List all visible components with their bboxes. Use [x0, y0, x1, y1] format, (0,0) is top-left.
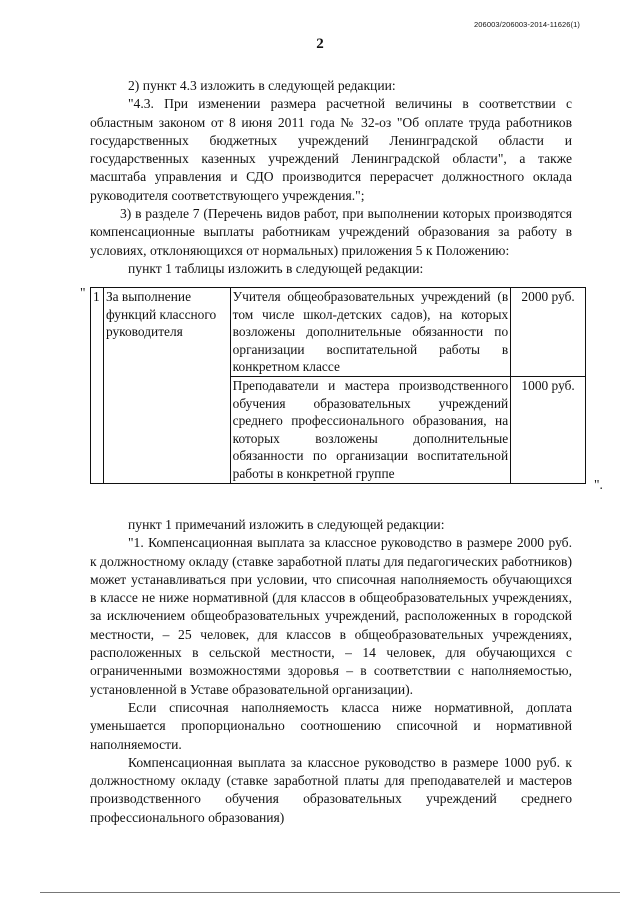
section-top: [90, 77, 572, 278]
cell-amount: 2000 руб.: [511, 288, 586, 377]
cell-amount: 1000 руб.: [511, 376, 586, 483]
cell-number: 1: [91, 288, 104, 484]
paragraph-note-1: "1. Компенсационная выплата за классное руководство в размере 2000 руб. к должностному окладу (ставке заработной платы для педагогических работников) может устанавливаться при условии, что списочная наполняемость обучающихся в классе не ниже нормативной (для классов в общеобразовательных учреждениях, за исключением общеобразовательных учреждений, расположенных в городской местности, – 25 человек, для классов в общеобразовательных учреждениях, расположенных в сельской местности, – 14 человек, для обучающихся с ограниченными возможностями здоровья – в соответствии с наполняемостью, установленной в Уставе образовательной организации).: [90, 535, 572, 697]
table-row: [91, 288, 586, 377]
page-number: 2: [316, 36, 324, 52]
paragraph-notes-intro: пункт 1 примечаний изложить в следующей редакции:: [128, 517, 445, 532]
cell-work-type: За выполнение функций классного руководителя: [103, 288, 230, 484]
cell-description: Учителя общеобразовательных учреждений (в том числе школ-детских садов), на которых возложены дополнительные обязанности по организации воспитательной работы в конкретном классе: [230, 288, 511, 377]
document-id: 206003/206003-2014-11626(1): [474, 20, 580, 29]
paragraph-compensation-1000: Компенсационная выплата за классное руководство в размере 1000 руб. к должностному окладу (ставке заработной платы для преподавателей и мастеров производственного обучения образовательных учреждений среднего профессионального образования): [90, 754, 572, 825]
footer-divider: [40, 892, 620, 893]
paragraph-item-2: 2) пункт 4.3 изложить в следующей редакции:: [128, 78, 396, 93]
cell-description: Преподаватели и мастера производственного обучения образовательных учреждений среднего профессионального образования, на которых возложены дополнительные обязанности по организации воспитательной работы в конкретной группе: [230, 376, 511, 483]
table-open-quote: ": [80, 285, 86, 300]
table-close-quote: ".: [594, 477, 603, 492]
section-bottom: [90, 516, 572, 827]
paragraph-table-intro: пункт 1 таблицы изложить в следующей редакции:: [128, 260, 424, 276]
paragraph-4-3-text: "4.3. При изменении размера расчетной величины в соответствии с областным законом от 8 июня 2011 года № 32-оз "Об оплате труда работников государственных бюджетных учреждений Ленинградской области и государственных казенных учреждений Ленинградской области", а также масштаба управления и СДО производится перерасчет должностного оклада руководителя соответствующего учреждения.";: [90, 96, 572, 203]
paragraph-reduction: Если списочная наполняемость класса ниже нормативной, доплата уменьшается пропорционально соотношению списочной и нормативной наполняемости.: [90, 699, 572, 752]
paragraph-item-3: 3) в разделе 7 (Перечень видов работ, при выполнении которых производятся компенсационные выплаты работникам учреждений образования за работу в условиях, отклоняющихся от нормальных) приложения 5 к Положению:: [90, 206, 572, 258]
compensation-table: [90, 287, 586, 484]
